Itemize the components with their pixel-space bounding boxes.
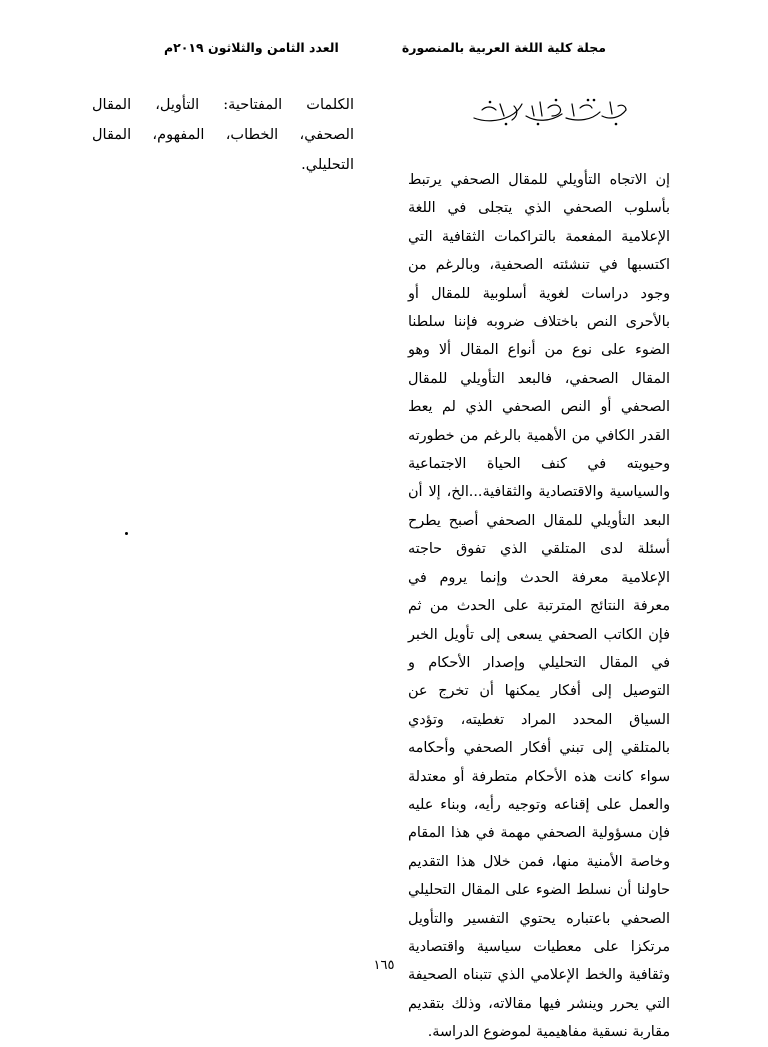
- journal-name: مجلة كلية اللغة العربية بالمنصورة: [401, 40, 606, 55]
- page-header: [0, 40, 768, 62]
- abstract-heading-calligraphy: [470, 96, 630, 128]
- keywords-paragraph: الكلمات المفتاحية: التأويل، المقال الصحفي، الخطاب، المفهوم، المقال التحليلي.: [92, 97, 354, 173]
- abstract-body: إن الاتجاه التأويلي للمقال الصحفي يرتبط بأسلوب الصحفي الذي يتجلى في اللغة الإعلامية المفعمة بالتراكمات الثقافية التي اكتسبها في تنشئته الصحفية، وبالرغم من وجود دراسات لغوية أسلوبية للمقال أو بالأحرى النص باختلاف ضروبه فإننا سلطنا الضوء على نوع من أنواع المقال ألا وهو المقال الصحفي، فالبعد التأويلي للمقال الصحفي أو النص الصحفي الذي لم يعط القدر الكافي من الأهمية بالرغم من خطورته وحيويته في كنف الحياة الاجتماعية والسياسية والاقتصادية والثقافية...الخ، إلا أن البعد التأويلي للمقال الصحفي أصبح يطرح أسئلة لدى المتلقي الذي تفوق حاجته الإعلامية معرفة الحدث وإنما يروم في معرفة النتائج المترتبة على الحدث من ثم فإن الكاتب الصحفي يسعى إلى تأويل الخبر في المقال التحليلي وإصدار الأحكام و التوصيل إلى أفكار يمكنها أن تخرج عن السياق المحدد المراد تغطيته، وتؤدي بالمتلقي إلى تبني أفكار الصحفي وأحكامه سواء كانت هذه الأحكام متطرفة أو معتدلة والعمل على إقناعه وتوجيه رأيه، وبناء عليه فإن مسؤولية الصحفي مهمة في هذا المقام وخاصة الأمنية منها، فمن خلال هذا التقديم حاولنا أن نسلط الضوء على المقال التحليلي الصحفي باعتباره يحتوي التفسير والتأويل مرتكزا على معطيات سياسية واقتصادية وثقافية والخط الإعلامي الذي تتبناه الصحيفة التي يحرر وينشر فيها مقالاته، وذلك بتقديم مقاربة نسقية مفاهيمية لموضوع الدراسة.: [408, 172, 670, 1041]
- stray-dot: [125, 532, 128, 535]
- page-number: ١٦٥: [373, 958, 395, 973]
- issue-number: العدد الثامن والثلاثون ٢٠١٩م: [164, 40, 339, 55]
- calligraphy-ornament-icon: [470, 96, 630, 128]
